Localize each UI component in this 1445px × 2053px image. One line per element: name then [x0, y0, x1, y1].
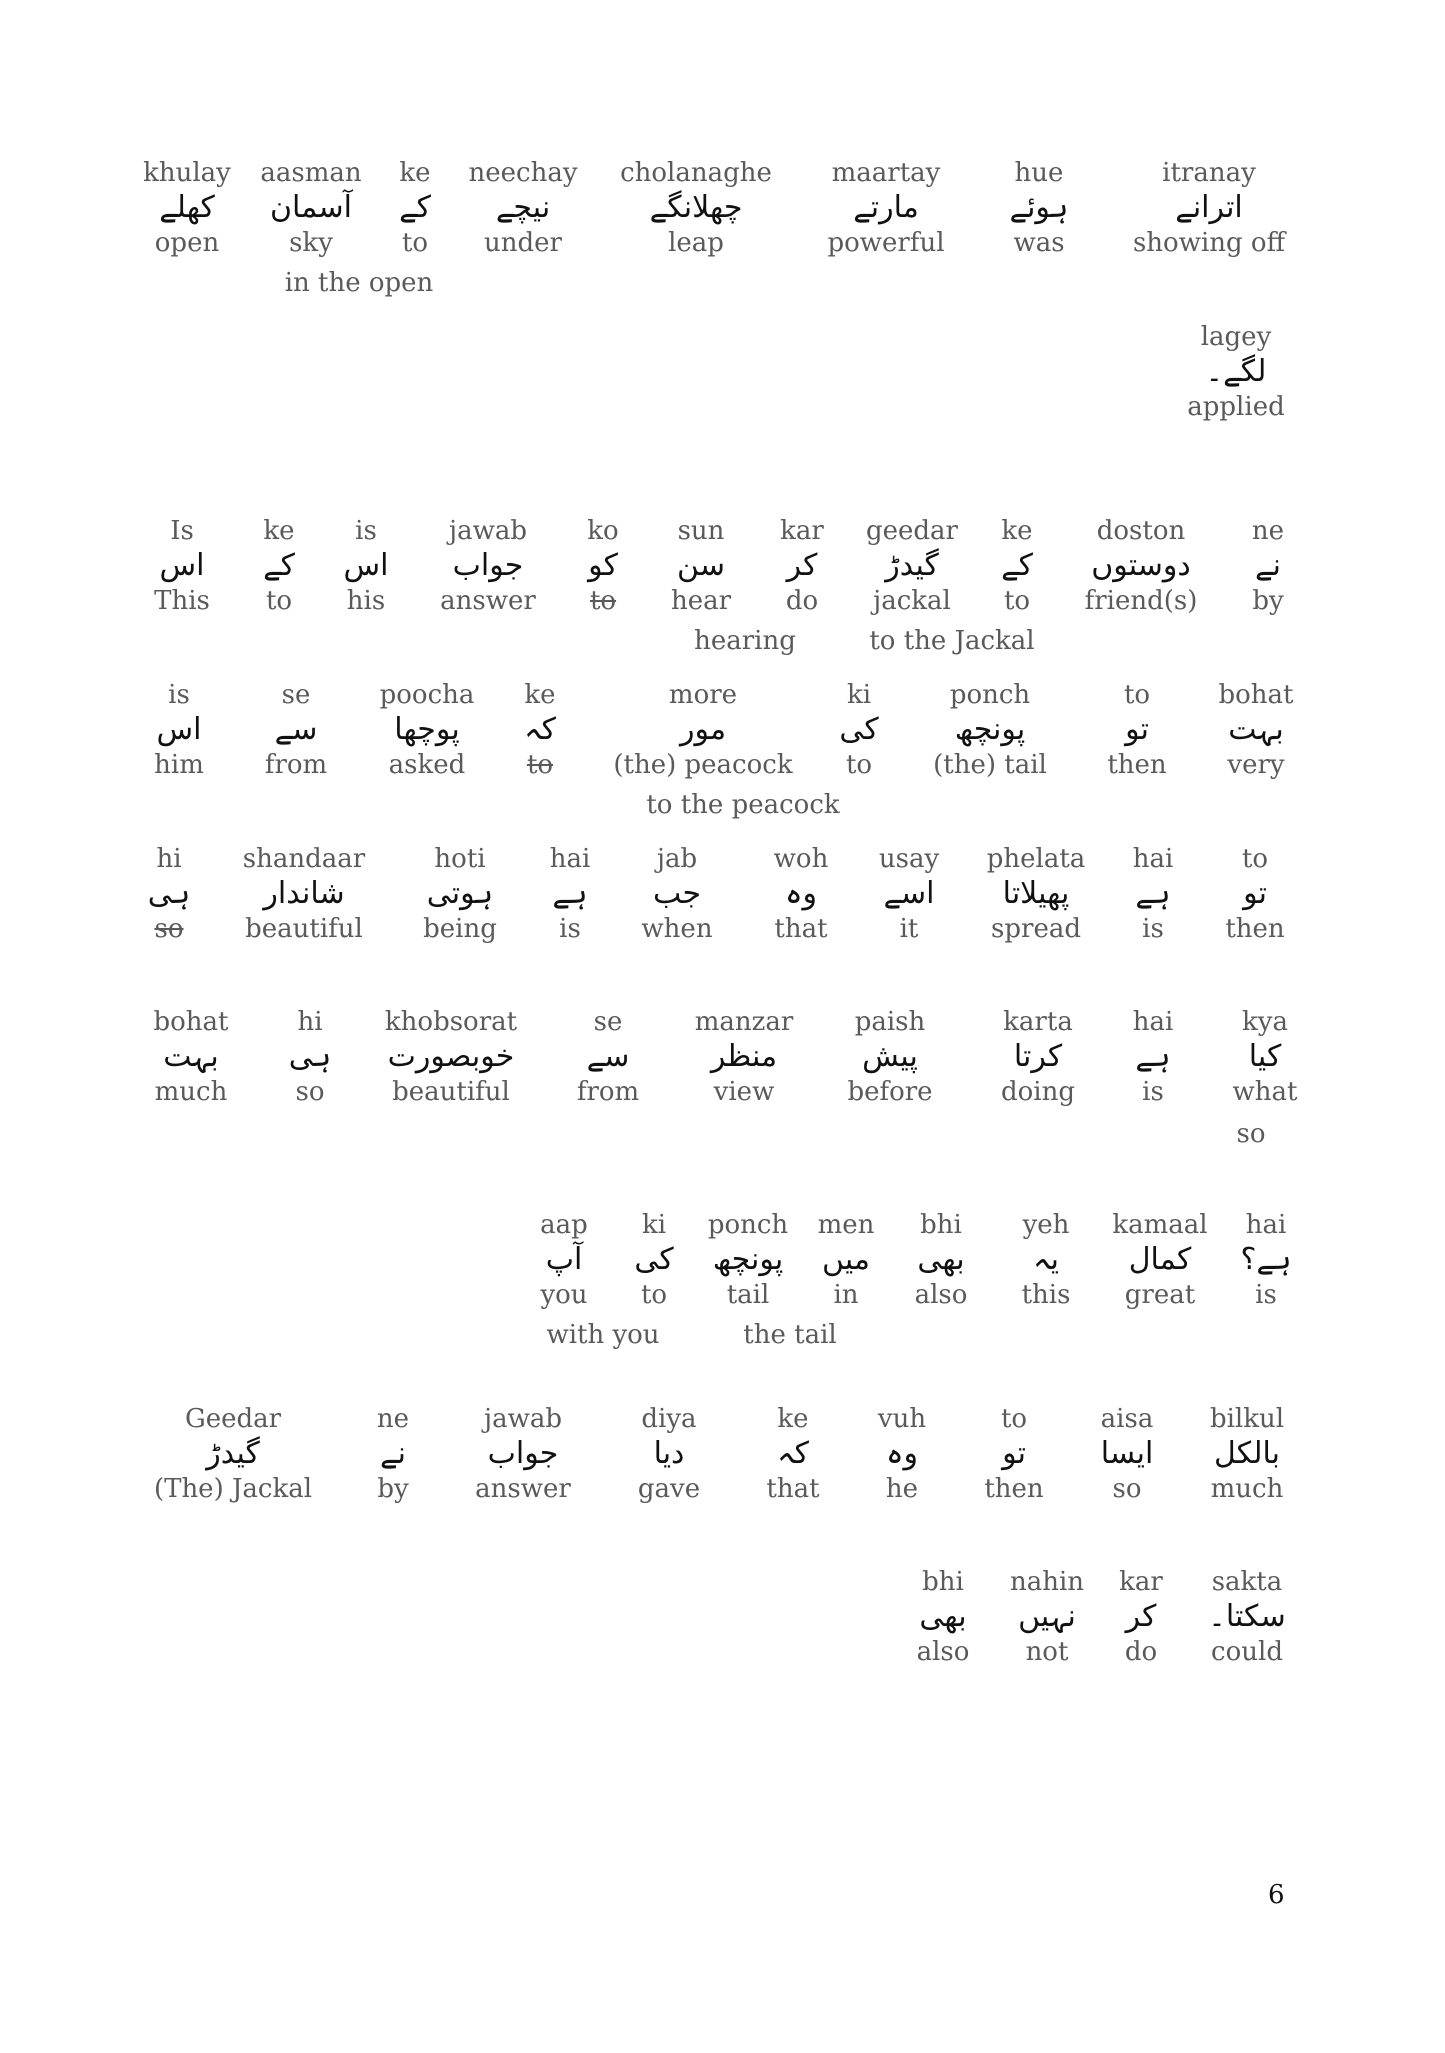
urdu-word: مارتے: [853, 190, 919, 225]
gloss-word: [1022, 1210, 1071, 1310]
urdu-word: پھیلاتا: [1002, 876, 1070, 911]
urdu-word: بالکل: [1214, 1436, 1280, 1471]
english-gloss: much: [154, 1077, 228, 1107]
english-gloss: is: [559, 914, 581, 944]
urdu-word: اسے: [883, 876, 935, 911]
urdu-word: وہ: [885, 1436, 919, 1471]
phrase-gloss: to the peacock: [646, 790, 840, 820]
english-gloss: also: [916, 1637, 970, 1667]
gloss-word: [634, 1210, 673, 1310]
transliteration: bilkul: [1209, 1404, 1285, 1434]
transliteration: hai: [1245, 1210, 1287, 1240]
transliteration: jab: [656, 844, 698, 874]
gloss-word: [143, 158, 231, 258]
gloss-word: [774, 844, 829, 944]
phrase-gloss: hearing: [694, 626, 796, 656]
urdu-word: کیا: [1248, 1039, 1282, 1074]
gloss-word: [866, 516, 958, 616]
gloss-word: [423, 844, 497, 944]
gloss-word: [839, 680, 878, 780]
gloss-word: [344, 516, 389, 616]
english-gloss: (the) peacock: [613, 750, 793, 780]
urdu-word: نے: [1255, 548, 1281, 583]
gloss-word: [1252, 516, 1284, 616]
transliteration: khobsorat: [384, 1007, 518, 1037]
english-gloss: to: [589, 586, 617, 616]
gloss-word: [917, 1567, 970, 1667]
gloss-word: [695, 1007, 794, 1107]
english-gloss: that: [766, 1474, 820, 1504]
urdu-word: سے: [274, 712, 318, 747]
transliteration: aisa: [1100, 1404, 1154, 1434]
transliteration: ne: [1251, 516, 1285, 546]
transliteration: ponch: [949, 680, 1031, 710]
transliteration: yeh: [1022, 1210, 1070, 1240]
transliteration: ke: [777, 1404, 809, 1434]
transliteration: usay: [878, 844, 940, 874]
transliteration: kar: [1119, 1567, 1163, 1597]
urdu-word: کر: [786, 548, 818, 583]
gloss-word: [641, 844, 712, 944]
urdu-word: ہے: [552, 876, 588, 911]
urdu-word: لگے۔: [1205, 354, 1267, 389]
urdu-word: تو: [1002, 1436, 1026, 1471]
gloss-word: [1001, 1007, 1075, 1107]
urdu-word: کرتا: [1013, 1039, 1063, 1074]
english-gloss: doing: [1000, 1077, 1076, 1107]
english-gloss: this: [1021, 1280, 1071, 1310]
transliteration: jawab: [484, 1404, 562, 1434]
english-gloss: powerful: [827, 228, 945, 258]
transliteration: ke: [399, 158, 431, 188]
transliteration: geedar: [866, 516, 958, 546]
english-gloss: do: [785, 586, 819, 616]
urdu-word: کی: [634, 1242, 674, 1277]
english-gloss: applied: [1187, 392, 1285, 422]
transliteration: doston: [1096, 516, 1186, 546]
english-gloss: to: [640, 1280, 668, 1310]
transliteration: ki: [641, 1210, 667, 1240]
transliteration: aap: [540, 1210, 588, 1240]
english-gloss: open: [154, 228, 220, 258]
urdu-word: کے: [1001, 548, 1033, 583]
phrase-gloss: the tail: [743, 1320, 837, 1350]
english-gloss: to: [526, 750, 554, 780]
transliteration: paish: [854, 1007, 926, 1037]
transliteration: kamaal: [1112, 1210, 1208, 1240]
gloss-word: [1225, 844, 1284, 944]
english-gloss: great: [1124, 1280, 1196, 1310]
urdu-word: وہ: [784, 876, 818, 911]
transliteration: more: [668, 680, 738, 710]
urdu-word: نیچے: [495, 190, 551, 225]
urdu-word: کہ: [524, 712, 556, 747]
urdu-word: بہت: [163, 1039, 219, 1074]
transliteration: is: [168, 680, 190, 710]
urdu-word: پیش: [862, 1039, 918, 1074]
transliteration: hoti: [434, 844, 486, 874]
english-gloss: that: [774, 914, 828, 944]
gloss-word: [148, 844, 191, 944]
transliteration: men: [817, 1210, 875, 1240]
transliteration: sakta: [1211, 1567, 1283, 1597]
english-gloss: could: [1211, 1637, 1283, 1667]
english-gloss: under: [484, 228, 562, 258]
urdu-word: سکتا۔: [1208, 1599, 1286, 1634]
gloss-word: [550, 844, 591, 944]
transliteration: ponch: [707, 1210, 789, 1240]
transliteration: Is: [170, 516, 194, 546]
transliteration: poocha: [379, 680, 475, 710]
urdu-word: ہے: [1135, 1039, 1171, 1074]
english-gloss: then: [1107, 750, 1167, 780]
phrase-gloss: so: [1236, 1119, 1266, 1149]
english-gloss: (The) Jackal: [153, 1474, 313, 1504]
urdu-word: کر: [1125, 1599, 1157, 1634]
english-gloss: beautiful: [392, 1077, 510, 1107]
urdu-word: ہوتی: [426, 876, 494, 911]
gloss-word: [260, 158, 361, 258]
urdu-word: کمال: [1128, 1242, 1192, 1277]
gloss-word: [1010, 1567, 1084, 1667]
transliteration: hai: [1132, 1007, 1174, 1037]
transliteration: ke: [524, 680, 556, 710]
gloss-word: [879, 844, 939, 944]
transliteration: bhi: [922, 1567, 964, 1597]
urdu-word: اترانے: [1175, 190, 1243, 225]
english-gloss: in: [833, 1280, 859, 1310]
english-gloss: asked: [388, 750, 466, 780]
gloss-word: [780, 516, 824, 616]
gloss-word: [933, 680, 1047, 780]
english-gloss: very: [1227, 750, 1285, 780]
gloss-word: [878, 1404, 926, 1504]
transliteration: woh: [773, 844, 829, 874]
transliteration: bohat: [1218, 680, 1294, 710]
urdu-word: بھی: [919, 1599, 967, 1634]
gloss-word: [827, 158, 944, 258]
urdu-word: اس: [156, 712, 202, 747]
transliteration: karta: [1003, 1007, 1073, 1037]
english-gloss: jackal: [873, 586, 951, 616]
gloss-word: [154, 1404, 312, 1504]
transliteration: neechay: [468, 158, 578, 188]
transliteration: ke: [1001, 516, 1033, 546]
transliteration: hue: [1014, 158, 1064, 188]
english-gloss: so: [1112, 1474, 1142, 1504]
english-gloss: then: [984, 1474, 1044, 1504]
gloss-word: [984, 1404, 1043, 1504]
english-gloss: his: [346, 586, 386, 616]
gloss-word: [440, 516, 536, 616]
gloss-word: [1085, 516, 1198, 616]
english-gloss: it: [899, 914, 919, 944]
gloss-word: [1233, 1007, 1298, 1107]
urdu-word: کھلے: [159, 190, 215, 225]
gloss-word: [1101, 1404, 1154, 1504]
transliteration: hai: [549, 844, 591, 874]
urdu-word: کے: [263, 548, 295, 583]
gloss-word: [1119, 1567, 1163, 1667]
urdu-word: دوستوں: [1091, 548, 1191, 583]
gloss-word: [265, 680, 327, 780]
transliteration: se: [593, 1007, 623, 1037]
english-gloss: to: [1003, 586, 1031, 616]
transliteration: itranay: [1162, 158, 1256, 188]
gloss-word: [524, 680, 556, 780]
urdu-word: آپ: [545, 1242, 583, 1277]
transliteration: to: [1241, 844, 1269, 874]
english-gloss: view: [713, 1077, 775, 1107]
phrase-gloss: with you: [546, 1320, 660, 1350]
gloss-word: [1210, 1404, 1284, 1504]
transliteration: cholanaghe: [620, 158, 772, 188]
transliteration: kya: [1242, 1007, 1288, 1037]
transliteration: diya: [641, 1404, 697, 1434]
gloss-word: [1009, 158, 1068, 258]
english-gloss: him: [154, 750, 204, 780]
gloss-word: [671, 516, 731, 616]
transliteration: hi: [297, 1007, 323, 1037]
urdu-word: ہی: [147, 876, 191, 911]
urdu-word: گیدڑ: [885, 548, 939, 583]
gloss-word: [587, 516, 618, 616]
transliteration: to: [1000, 1404, 1028, 1434]
urdu-word: کے: [399, 190, 431, 225]
phrase-gloss: in the open: [284, 268, 434, 298]
english-gloss: is: [1142, 914, 1164, 944]
urdu-word: جواب: [452, 548, 524, 583]
english-gloss: spread: [991, 914, 1081, 944]
english-gloss: do: [1124, 1637, 1158, 1667]
gloss-word: [1219, 680, 1294, 780]
english-gloss: he: [885, 1474, 919, 1504]
transliteration: jawab: [449, 516, 527, 546]
gloss-word: [263, 516, 295, 616]
transliteration: bhi: [920, 1210, 962, 1240]
gloss-word: [540, 1210, 588, 1310]
gloss-word: [577, 1007, 639, 1107]
urdu-word: اس: [343, 548, 389, 583]
english-gloss: then: [1225, 914, 1285, 944]
english-gloss: also: [914, 1280, 968, 1310]
transliteration: khulay: [143, 158, 231, 188]
english-gloss: to: [265, 586, 293, 616]
gloss-word: [1208, 1567, 1285, 1667]
english-gloss: much: [1210, 1474, 1284, 1504]
urdu-word: آسمان: [270, 190, 352, 225]
gloss-word: [1240, 1210, 1291, 1310]
transliteration: vuh: [877, 1404, 927, 1434]
transliteration: sun: [677, 516, 725, 546]
english-gloss: is: [1255, 1280, 1277, 1310]
transliteration: hi: [156, 844, 182, 874]
transliteration: se: [281, 680, 311, 710]
transliteration: lagey: [1200, 322, 1272, 352]
english-gloss: sky: [289, 228, 333, 258]
english-gloss: showing off: [1132, 228, 1286, 258]
urdu-word: بھی: [917, 1242, 965, 1277]
english-gloss: tail: [726, 1280, 770, 1310]
urdu-word: کی: [839, 712, 879, 747]
urdu-word: مور: [679, 712, 727, 747]
english-gloss: so: [295, 1077, 325, 1107]
english-gloss: by: [377, 1474, 409, 1504]
english-gloss: when: [641, 914, 713, 944]
english-gloss: from: [264, 750, 328, 780]
gloss-word: [847, 1007, 932, 1107]
transliteration: kar: [780, 516, 824, 546]
gloss-word: [154, 680, 204, 780]
english-gloss: to: [401, 228, 429, 258]
gloss-word: [766, 1404, 819, 1504]
transliteration: Geedar: [184, 1404, 282, 1434]
english-gloss: being: [423, 914, 497, 944]
urdu-word: منظر: [710, 1039, 778, 1074]
urdu-word: ہے؟: [1240, 1242, 1292, 1277]
urdu-word: گیدڑ: [206, 1436, 260, 1471]
gloss-word: [638, 1404, 700, 1504]
urdu-word: کو: [588, 548, 618, 583]
transliteration: nahin: [1009, 1567, 1085, 1597]
gloss-word: [1107, 680, 1166, 780]
transliteration: is: [355, 516, 377, 546]
urdu-word: کہ: [777, 1436, 809, 1471]
urdu-word: شاندار: [263, 876, 345, 911]
urdu-word: تو: [1125, 712, 1149, 747]
transliteration: shandaar: [242, 844, 366, 874]
urdu-word: جواب: [487, 1436, 559, 1471]
transliteration: bohat: [153, 1007, 229, 1037]
urdu-word: خوبصورت: [387, 1039, 515, 1074]
urdu-word: بہت: [1228, 712, 1284, 747]
english-gloss: by: [1252, 586, 1284, 616]
urdu-word: دیا: [653, 1436, 685, 1471]
urdu-word: ہے: [1135, 876, 1171, 911]
page-number: 6: [1268, 1880, 1285, 1910]
urdu-word: یہ: [1033, 1242, 1059, 1277]
transliteration: aasman: [260, 158, 362, 188]
english-gloss: This: [154, 586, 210, 616]
english-gloss: what: [1232, 1077, 1298, 1107]
urdu-word: ہی: [288, 1039, 332, 1074]
gloss-word: [154, 1007, 229, 1107]
gloss-word: [468, 158, 577, 258]
english-gloss: you: [540, 1280, 588, 1310]
urdu-word: ہوئے: [1009, 190, 1069, 225]
gloss-word: [1187, 322, 1284, 422]
transliteration: ko: [587, 516, 619, 546]
english-gloss: is: [1142, 1077, 1164, 1107]
transliteration: phelata: [986, 844, 1086, 874]
transliteration: maartay: [831, 158, 941, 188]
gloss-word: [289, 1007, 332, 1107]
transliteration: hai: [1132, 844, 1174, 874]
urdu-word: اس: [159, 548, 205, 583]
gloss-word: [380, 680, 475, 780]
urdu-word: نے: [380, 1436, 406, 1471]
gloss-word: [377, 1404, 409, 1504]
transliteration: manzar: [694, 1007, 794, 1037]
gloss-word: [243, 844, 365, 944]
english-gloss: beautiful: [245, 914, 363, 944]
gloss-word: [818, 1210, 875, 1310]
english-gloss: from: [576, 1077, 640, 1107]
urdu-word: سن: [677, 548, 725, 583]
gloss-word: [1133, 158, 1285, 258]
urdu-word: میں: [822, 1242, 870, 1277]
transliteration: ke: [263, 516, 295, 546]
gloss-word: [613, 680, 792, 780]
gloss-word: [475, 1404, 571, 1504]
english-gloss: before: [847, 1077, 933, 1107]
english-gloss: hear: [670, 586, 732, 616]
gloss-word: [154, 516, 210, 616]
english-gloss: gave: [637, 1474, 701, 1504]
english-gloss: answer: [440, 586, 536, 616]
urdu-word: تو: [1243, 876, 1267, 911]
english-gloss: answer: [475, 1474, 571, 1504]
phrase-gloss: to the Jackal: [869, 626, 1035, 656]
english-gloss: not: [1025, 1637, 1069, 1667]
urdu-word: چھلانگے: [649, 190, 743, 225]
transliteration: to: [1123, 680, 1151, 710]
english-gloss: so: [154, 914, 184, 944]
urdu-word: پوچھا: [394, 712, 460, 747]
english-gloss: was: [1013, 228, 1065, 258]
gloss-word: [620, 158, 772, 258]
gloss-word: [987, 844, 1086, 944]
gloss-word: [1133, 844, 1174, 944]
urdu-word: نہیں: [1018, 1599, 1076, 1634]
transliteration: ki: [846, 680, 872, 710]
gloss-word: [1112, 1210, 1207, 1310]
gloss-word: [399, 158, 431, 258]
urdu-word: ایسا: [1100, 1436, 1154, 1471]
english-gloss: leap: [668, 228, 724, 258]
transliteration: ne: [376, 1404, 410, 1434]
urdu-word: پونچھ: [954, 712, 1026, 747]
gloss-word: [385, 1007, 517, 1107]
gloss-word: [708, 1210, 788, 1310]
gloss-word: [1001, 516, 1033, 616]
gloss-word: [915, 1210, 968, 1310]
urdu-word: جب: [652, 876, 702, 911]
english-gloss: (the) tail: [933, 750, 1047, 780]
gloss-word: [1133, 1007, 1174, 1107]
english-gloss: friend(s): [1084, 586, 1198, 616]
urdu-word: سے: [586, 1039, 630, 1074]
english-gloss: to: [845, 750, 873, 780]
urdu-word: پونچھ: [712, 1242, 784, 1277]
